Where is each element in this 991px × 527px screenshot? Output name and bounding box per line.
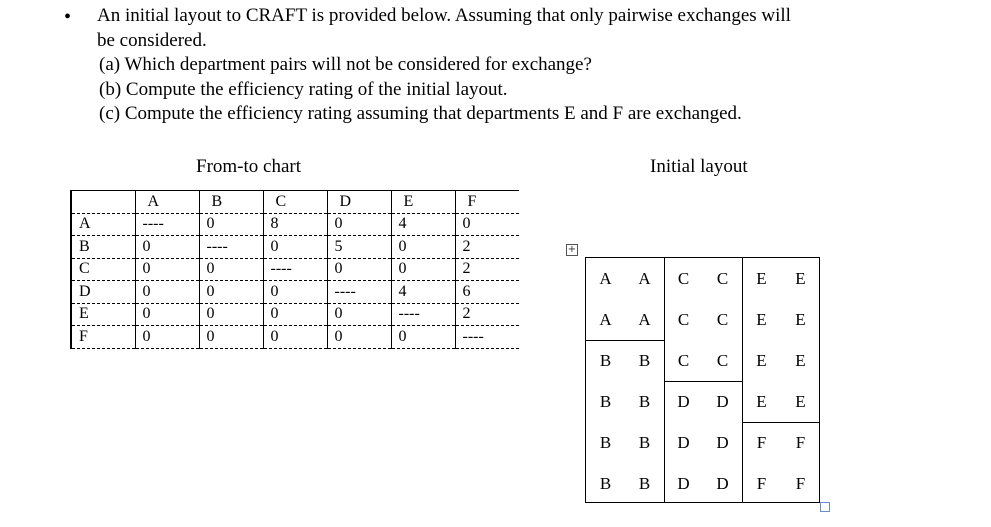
table-cell: ---- (199, 236, 263, 259)
layout-cell: B (638, 432, 651, 452)
column-header: A (135, 191, 199, 214)
table-cell: 0 (391, 236, 455, 259)
layout-cell: A (599, 268, 612, 288)
table-cell: 0 (455, 213, 519, 236)
layout-cell: A (638, 268, 651, 288)
layout-cell: E (756, 391, 767, 411)
layout-cell: B (599, 432, 612, 452)
table-cell: 0 (263, 303, 327, 326)
from-to-chart-caption: From-to chart (196, 156, 302, 177)
layout-cell: B (638, 391, 651, 411)
layout-cell: A (599, 309, 612, 329)
layout-cell: B (638, 350, 651, 370)
layout-cell: B (599, 391, 612, 411)
table-cell: 0 (263, 326, 327, 349)
table-cell: 6 (455, 281, 519, 304)
question-line: be considered. (97, 29, 207, 51)
layout-cell: D (716, 432, 729, 452)
layout-cell: F (795, 473, 806, 493)
table-row (71, 258, 519, 281)
table-cell: ---- (263, 258, 327, 281)
layout-cell: D (677, 473, 690, 493)
row-header: F (71, 326, 135, 349)
layout-cell: C (677, 309, 690, 329)
table-cell: 0 (199, 303, 263, 326)
layout-cell: E (795, 268, 806, 288)
layout-cell: E (795, 309, 806, 329)
question-text (97, 4, 967, 127)
layout-cell: F (756, 432, 767, 452)
question-line: An initial layout to CRAFT is provided below. Assuming that only pairwise exchanges will (97, 5, 791, 26)
table-cell: 8 (263, 213, 327, 236)
table-cell: 0 (199, 326, 263, 349)
department-boundary (664, 258, 665, 502)
department-boundary (742, 258, 743, 502)
table-cell: 2 (455, 258, 519, 281)
layout-cell: C (716, 309, 729, 329)
column-header: F (455, 191, 519, 214)
resize-handle[interactable] (820, 502, 830, 512)
initial-layout-grid (585, 257, 820, 503)
table-cell: 0 (391, 258, 455, 281)
table-cell: 0 (199, 213, 263, 236)
table-cell: 0 (135, 281, 199, 304)
table-cell: ---- (391, 303, 455, 326)
column-header: E (391, 191, 455, 214)
table-cell: 5 (327, 236, 391, 259)
layout-cell: A (638, 309, 651, 329)
table-cell: 2 (455, 236, 519, 259)
layout-cell: D (716, 473, 729, 493)
table-cell: 0 (135, 236, 199, 259)
table-cell: ---- (135, 213, 199, 236)
table-cell: 0 (199, 258, 263, 281)
bullet: • (64, 6, 72, 28)
table-cell: 0 (391, 326, 455, 349)
layout-cell: C (716, 350, 729, 370)
row-header: B (71, 236, 135, 259)
table-cell: 0 (135, 258, 199, 281)
table-row (71, 281, 519, 304)
layout-cell: B (599, 473, 612, 493)
question-part-b: (b) Compute the efficiency rating of the initial layout. (99, 78, 508, 100)
layout-cell: E (756, 309, 767, 329)
table-cell: 0 (135, 326, 199, 349)
table-row (71, 213, 519, 236)
table-row (71, 303, 519, 326)
column-header: B (199, 191, 263, 214)
table-header-row (71, 191, 519, 214)
question-part-a: (a) Which department pairs will not be considered for exchange? (99, 54, 592, 75)
layout-cell: B (599, 350, 612, 370)
table-cell: 4 (391, 213, 455, 236)
layout-cell: C (677, 268, 690, 288)
layout-cell: E (795, 350, 806, 370)
table-cell: 0 (327, 213, 391, 236)
row-header: E (71, 303, 135, 326)
table-cell: 0 (327, 326, 391, 349)
row-header: D (71, 281, 135, 304)
layout-cell: C (716, 268, 729, 288)
layout-cell: F (756, 473, 767, 493)
layout-cell: F (795, 432, 806, 452)
department-boundary (742, 422, 820, 423)
row-header: A (71, 213, 135, 236)
column-header (71, 191, 135, 214)
layout-cell: C (677, 350, 690, 370)
table-cell: 0 (135, 303, 199, 326)
table-cell: 0 (263, 281, 327, 304)
table-cell: 0 (327, 303, 391, 326)
question-part-c: (c) Compute the efficiency rating assuming that departments E and F are exchanged. (99, 103, 742, 124)
layout-cell: D (716, 391, 729, 411)
table-cell: ---- (327, 281, 391, 304)
table-cell: 0 (199, 281, 263, 304)
initial-layout-caption: Initial layout (650, 156, 748, 177)
column-header: D (327, 191, 391, 214)
department-boundary (664, 381, 742, 382)
layout-cell: E (756, 268, 767, 288)
table-cell: ---- (455, 326, 519, 349)
table-cell: 2 (455, 303, 519, 326)
column-header: C (263, 191, 327, 214)
from-to-chart-table (70, 190, 519, 349)
department-boundary (586, 340, 664, 341)
layout-cell: D (677, 391, 690, 411)
table-move-handle-icon[interactable]: + (567, 244, 577, 255)
table-cell: 0 (263, 236, 327, 259)
table-row (71, 236, 519, 259)
layout-cell: E (795, 391, 806, 411)
layout-cell: D (677, 432, 690, 452)
table-row (71, 326, 519, 349)
layout-cell: E (756, 350, 767, 370)
layout-cell: B (638, 473, 651, 493)
table-cell: 4 (391, 281, 455, 304)
row-header: C (71, 258, 135, 281)
table-cell: 0 (327, 258, 391, 281)
